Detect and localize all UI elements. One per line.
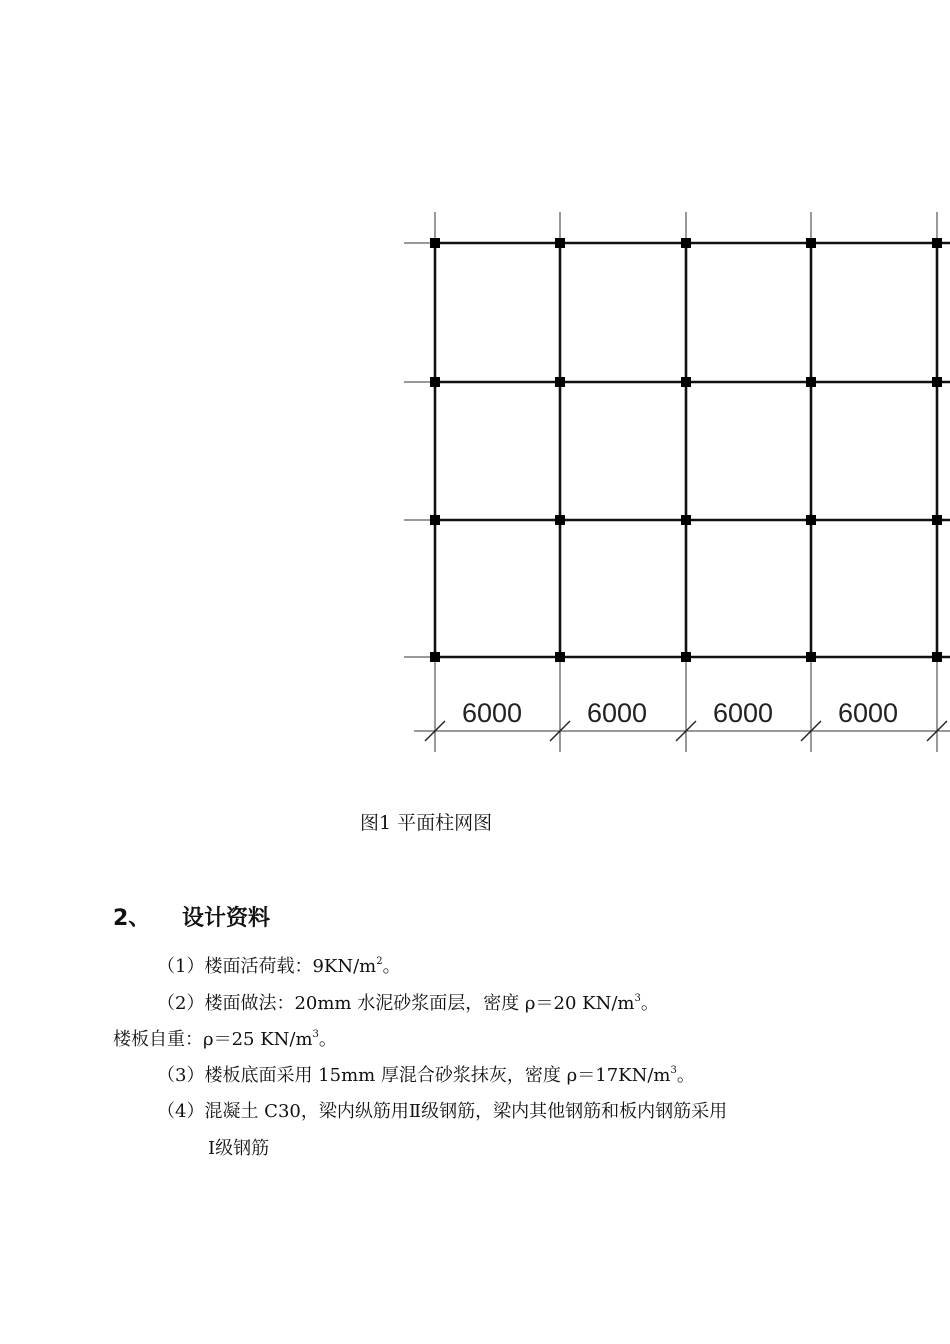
column-r3-c3: [681, 515, 691, 525]
column-r3-c1: [430, 515, 440, 525]
column-r4-c4: [806, 652, 816, 662]
dimension-label-4: 6000: [837, 698, 899, 728]
paragraph-ceiling-plaster: [157, 1064, 695, 1088]
column-r2-c5: [932, 377, 942, 387]
column-r4-c3: [681, 652, 691, 662]
column-r1-c5: [932, 238, 942, 248]
paragraph-text: 楼板自重：ρ＝25 KN/m: [113, 1029, 313, 1050]
superscript: 2: [376, 956, 383, 967]
paragraph-text: （3）楼板底面采用 15mm 厚混合砂浆抹灰，密度 ρ＝17KN/m: [157, 1065, 671, 1086]
column-r2-c3: [681, 377, 691, 387]
section-heading: [113, 901, 270, 932]
figure-caption: 图1 平面柱网图: [360, 812, 493, 834]
column-r3-c2: [555, 515, 565, 525]
paragraph-end: 。: [382, 956, 401, 977]
column-r1-c3: [681, 238, 691, 248]
section-number: 2、: [113, 906, 151, 931]
column-r3-c4: [806, 515, 816, 525]
paragraph-end: 。: [318, 1029, 337, 1050]
superscript: 3: [670, 1065, 677, 1076]
paragraph-floor-finish: [157, 992, 659, 1016]
section-title: 设计资料: [182, 906, 271, 931]
column-r1-c1: [430, 238, 440, 248]
paragraph-materials-continued: Ⅰ级钢筋: [208, 1138, 270, 1159]
dimension-label-1: 6000: [461, 698, 523, 728]
grid-lines: [404, 212, 950, 752]
paragraph-slab-weight: [113, 1028, 337, 1052]
paragraph-text: （1）楼面活荷载：9KN/m: [157, 956, 377, 977]
dimension-label-2: 6000: [586, 698, 648, 728]
column-r1-c2: [555, 238, 565, 248]
paragraph-live-load: [157, 955, 401, 979]
dimension-label-3: 6000: [712, 698, 774, 728]
paragraph-end: 。: [676, 1065, 695, 1086]
column-r3-c5: [932, 515, 942, 525]
paragraph-end: 。: [640, 993, 659, 1014]
column-r4-c5: [932, 652, 942, 662]
paragraph-text: （2）楼面做法：20mm 水泥砂浆面层，密度 ρ＝20 KN/m: [157, 993, 635, 1014]
column-r1-c4: [806, 238, 816, 248]
column-r2-c4: [806, 377, 816, 387]
column-r4-c2: [555, 652, 565, 662]
column-r4-c1: [430, 652, 440, 662]
column-r2-c1: [430, 377, 440, 387]
column-r2-c2: [555, 377, 565, 387]
superscript: 3: [312, 1029, 319, 1040]
paragraph-materials: （4）混凝土 C30，梁内纵筋用Ⅱ级钢筋，梁内其他钢筋和板内钢筋采用: [157, 1101, 728, 1122]
superscript: 3: [634, 993, 641, 1004]
